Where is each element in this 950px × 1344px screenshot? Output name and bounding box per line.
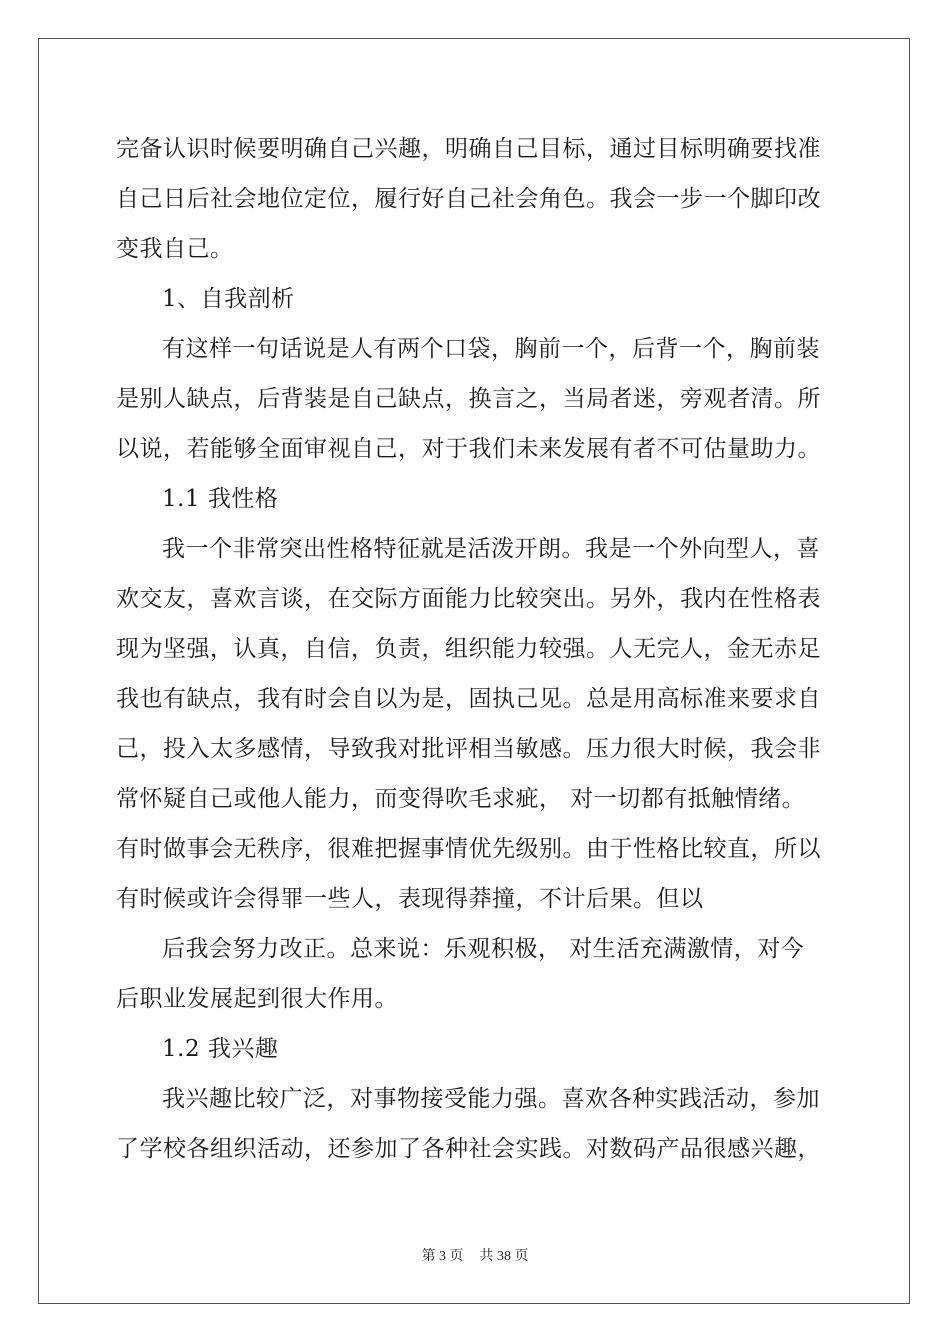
text-line: 以说，若能够全面审视自己，对于我们未来发展有者不可估量助力。 (116, 436, 821, 462)
text-line: 我也有缺点，我有时会自以为是，固执己见。总是用高标准来要求自 (116, 686, 821, 712)
text-line: 我一个非常突出性格特征就是活泼开朗。我是一个外向型人，喜 (162, 536, 820, 562)
text-line: 后职业发展起到很大作用。 (116, 986, 398, 1012)
text-line: 欢交友，喜欢言谈，在交际方面能力比较突出。另外，我内在性格表 (116, 586, 821, 612)
text-line: 是别人缺点，后背装是自己缺点，换言之，当局者迷，旁观者清。所 (116, 386, 821, 412)
text-line: 我兴趣比较广泛，对事物接受能力强。喜欢各种实践活动，参加 (162, 1086, 820, 1112)
text-line: 有时做事会无秩序，很难把握事情优先级别。由于性格比较直，所以 (116, 836, 821, 862)
text-line: 1.2 我兴趣 (162, 1036, 279, 1062)
page-number: 第 3 页 (421, 1249, 464, 1264)
text-line: 自己日后社会地位定位，履行好自己社会角色。我会一步一个脚印改 (116, 186, 821, 212)
page-total: 共 38 页 (479, 1249, 529, 1264)
text-line: 完备认识时候要明确自己兴趣，明确自己目标，通过目标明确要找准 (116, 136, 821, 162)
text-line: 有这样一句话说是人有两个口袋，胸前一个，后背一个，胸前装 (162, 336, 820, 362)
text-line: 变我自己。 (116, 236, 234, 262)
text-line: 了学校各组织活动，还参加了各种社会实践。对数码产品很感兴趣， (116, 1136, 821, 1162)
page-footer (0, 1245, 950, 1265)
text-line: 1.1 我性格 (162, 486, 279, 512)
text-line: 己，投入太多感情，导致我对批评相当敏感。压力很大时候，我会非 (116, 736, 821, 762)
text-line: 有时候或许会得罪一些人，表现得莽撞，不计后果。但以 (116, 886, 704, 912)
text-line: 1、自我剖析 (162, 286, 295, 312)
text-line: 后我会努力改正。总来说：乐观积极， 对生活充满激情，对今 (162, 936, 805, 962)
text-line: 常怀疑自己或他人能力，而变得吹毛求疵， 对一切都有抵触情绪。 (116, 786, 806, 812)
text-line: 现为坚强，认真，自信，负责，组织能力较强。人无完人，金无赤足 (116, 636, 821, 662)
document-body (116, 124, 836, 1174)
